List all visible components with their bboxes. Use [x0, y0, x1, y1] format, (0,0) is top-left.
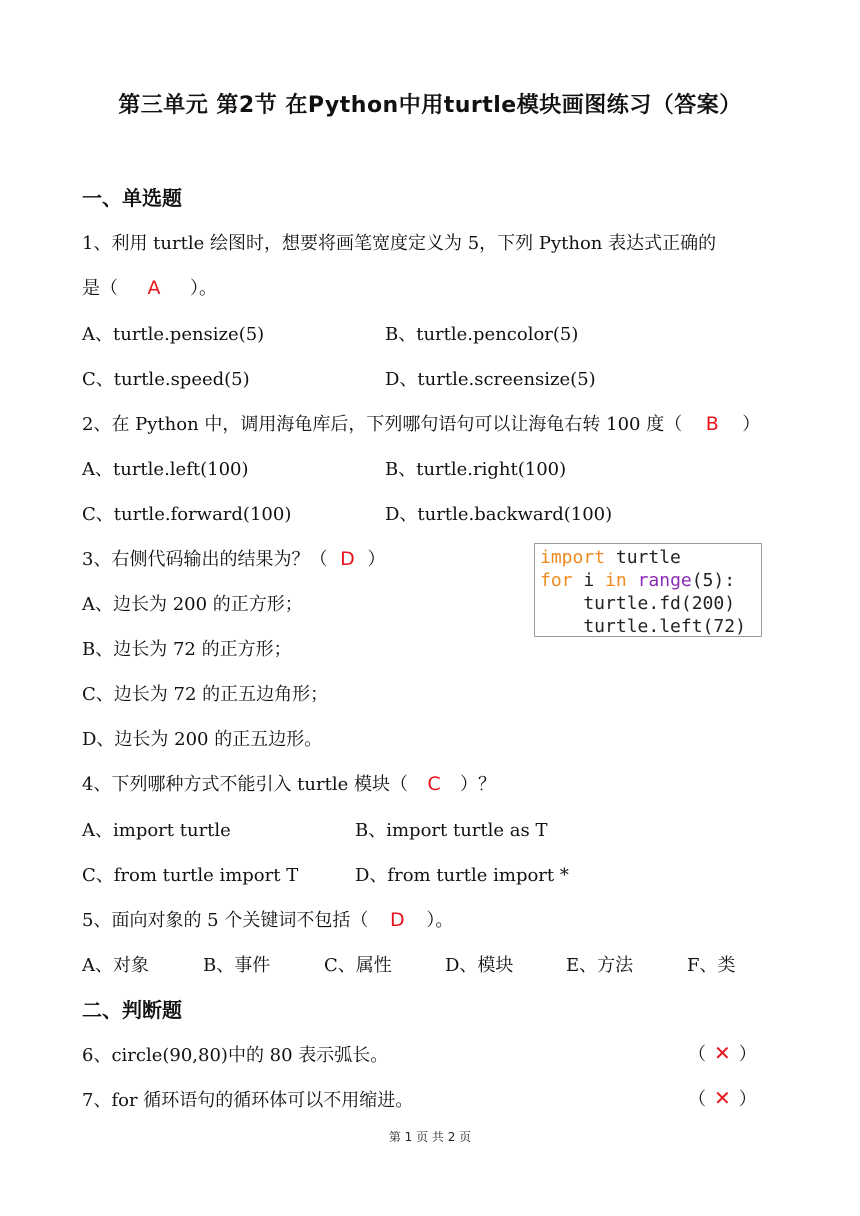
question-6-text: 6、circle(90,80)中的 80 表示弧长。	[82, 1045, 389, 1066]
question-6-open-paren: （	[688, 1044, 706, 1065]
question-5-stem: 5、面向对象的 5 个关键词不包括（	[82, 910, 369, 931]
code-line-4: turtle.left(72)	[540, 616, 746, 637]
question-7-text: 7、for 循环语句的循环体可以不用缩进。	[82, 1090, 414, 1111]
question-3-answer: D	[340, 548, 355, 570]
question-5-answer: D	[390, 909, 405, 931]
question-2-option-a: A、turtle.left(100)	[82, 459, 249, 480]
section-heading-true-false: 二、判断题	[82, 998, 182, 1022]
question-3-close-paren: ）	[367, 549, 386, 570]
code-keyword-for: for	[540, 570, 573, 591]
question-5-close-paren: ）。	[426, 910, 454, 931]
question-3-option-b: B、边长为 72 的正方形；	[82, 639, 292, 660]
question-3-option-d: D、边长为 200 的正五边形。	[82, 729, 323, 750]
question-5-option-f: F、类	[687, 955, 736, 976]
question-5-option-d: D、模块	[445, 955, 514, 976]
question-7-close-paren: ）	[738, 1089, 757, 1110]
question-2-option-d: D、turtle.backward(100)	[385, 504, 613, 525]
question-3-option-a: A、边长为 200 的正方形；	[82, 594, 303, 615]
question-1-text: 1、利用 turtle 绘图时，想要将画笔宽度定义为 5，下列 Python 表达式正确的	[82, 233, 717, 254]
question-1-continuation	[82, 274, 217, 300]
question-3-stem: 3、右侧代码输出的结果为？（	[82, 549, 328, 570]
cross-mark-icon: ✕	[714, 1086, 731, 1110]
question-2-answer: B	[705, 413, 719, 435]
question-2-text	[82, 410, 760, 436]
question-2-close-paren: ）	[742, 414, 761, 435]
question-3-text	[82, 545, 385, 571]
code-line-1	[540, 546, 761, 569]
code-snippet	[534, 543, 762, 637]
section-heading-single-choice: 一、单选题	[82, 186, 182, 210]
question-2-option-c: C、turtle.forward(100)	[82, 504, 292, 525]
code-keyword-in: in	[605, 570, 627, 591]
question-7-judgement	[688, 1085, 757, 1111]
page-footer: 第 1 页 共 2 页	[388, 1130, 472, 1144]
question-5-option-c: C、属性	[324, 955, 392, 976]
question-5-option-b: B、事件	[203, 955, 271, 976]
question-2-stem: 2、在 Python 中，调用海龟库后，下列哪句语句可以让海龟右转 100 度（	[82, 414, 683, 435]
code-space	[627, 570, 638, 591]
question-5-option-a: A、对象	[82, 955, 149, 976]
question-1-option-d: D、turtle.screensize(5)	[385, 369, 596, 390]
code-builtin-range: range	[637, 570, 692, 591]
question-3-option-c: C、边长为 72 的正五边角形；	[82, 684, 329, 705]
code-line-3: turtle.fd(200)	[540, 593, 736, 614]
question-2-option-b: B、turtle.right(100)	[385, 459, 567, 480]
question-1-open-paren: 是（	[82, 278, 118, 299]
code-line-2	[540, 569, 761, 592]
question-4-answer: C	[427, 773, 441, 795]
code-keyword-import: import	[540, 547, 606, 568]
page-title: 第三单元 第2节 在Python中用turtle模块画图练习（答案）	[118, 93, 742, 118]
question-1-option-c: C、turtle.speed(5)	[82, 369, 250, 390]
question-4-option-c: C、from turtle import T	[82, 865, 299, 886]
question-5-option-e: E、方法	[566, 955, 634, 976]
question-1-option-b: B、turtle.pencolor(5)	[385, 324, 579, 345]
question-4-stem: 4、下列哪种方式不能引入 turtle 模块（	[82, 774, 408, 795]
question-4-text	[82, 770, 496, 796]
question-4-option-d: D、from turtle import *	[355, 865, 569, 886]
question-1-close-paren: ）。	[190, 278, 217, 299]
question-4-option-a: A、import turtle	[82, 820, 231, 841]
code-module-name: turtle	[605, 547, 681, 568]
question-5-text	[82, 906, 453, 932]
question-7-open-paren: （	[688, 1089, 706, 1110]
question-4-close-paren: ）？	[459, 774, 496, 795]
question-1-answer: A	[147, 277, 161, 299]
code-loop-var: i	[572, 570, 606, 591]
question-4-option-b: B、import turtle as T	[355, 820, 548, 841]
question-1-option-a: A、turtle.pensize(5)	[82, 324, 265, 345]
code-range-args: (5):	[691, 570, 736, 591]
question-6-judgement	[688, 1040, 757, 1066]
cross-mark-icon: ✕	[714, 1041, 731, 1065]
question-6-close-paren: ）	[738, 1044, 757, 1065]
